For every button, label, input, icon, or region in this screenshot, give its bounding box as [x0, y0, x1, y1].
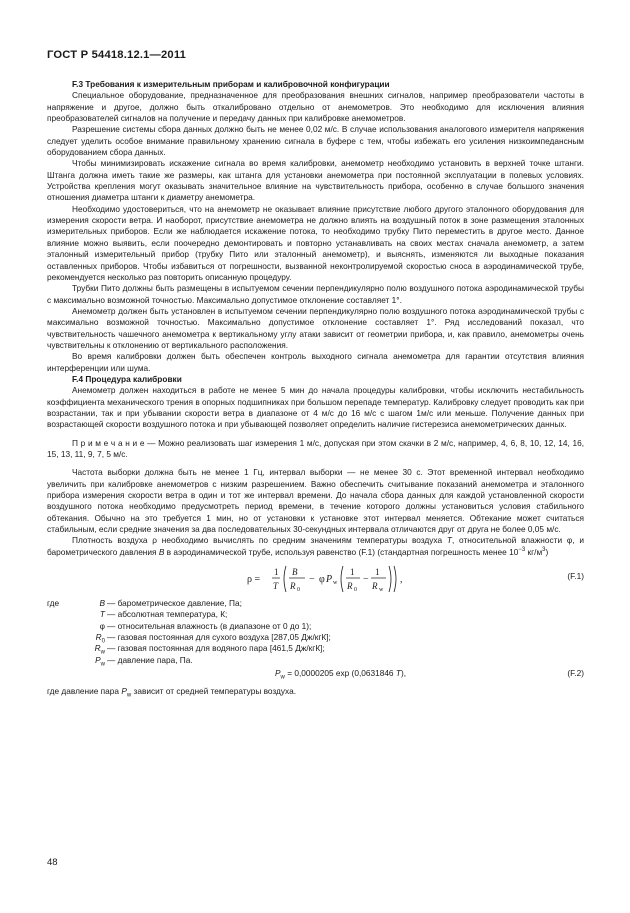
svg-text:−: −: [363, 574, 369, 586]
equation-number: (F.1): [567, 571, 584, 582]
closing-sentence: где давление пара $P_w$ зависит от средней температуры воздуха.: [47, 686, 297, 699]
paragraph: Анемометр должен находиться в работе не менее 5 мин до начала процедуры калибровки, чтобы исключить нестабильность коэффициента механического трения в опорных подшипниках при большом перепаде температур. Калибровку следует проводить как при возрастании, так и при убывании скорости ветра в диапазоне от 4 м/с до 16 м/с с шагом 1м/с или меньше. Получение данных при возрастающей скорости воздушного потока и при убывающей позволяет определить наличие гистерезиса анемометрических данных.: [47, 385, 584, 430]
definition-symbol: φ: [99, 620, 105, 631]
formula-f1: [247, 562, 507, 596]
svg-text:R: R: [372, 581, 378, 592]
definition-item: [47, 655, 584, 666]
definition-symbol: $P_w$: [95, 654, 105, 668]
paragraph: Частота выборки должна быть не менее 1 Гц, интервал выборки — не менее 30 с. Этот временной интервал необходимо увеличить при калибровке анемометров с низким разрешением. Важно обеспечить считывание показаний анемометра и эталонного прибора измерения скорости ветра в один и тот же интервал времени. До начала сбора данных для каждой установленной скорости воздушного потока необходимо предусмотреть период времени, в течение которого должны установиться условия стабильного обтекания. Обычно на это требуется 1 мин, но от установки к установке этот интервал меняется. Обтекание может считаться стабильным, если средние значения за два последовательных 30-секундных интервала отличаются друг от друга не более 0,05 м/с.: [47, 467, 584, 535]
svg-text:R: R: [347, 581, 353, 592]
definition-symbol: T: [99, 609, 105, 620]
definition-text: — газовая постоянная для водяного пара [461,5 Дж/кгК];: [107, 643, 325, 654]
definition-symbol: B: [99, 598, 105, 609]
paragraph: Специальное оборудование, предназначенное для преобразования внешних сигналов, например преобразователи частоты в напряжение и другое, должно быть откалибровано отдельно от анемометров. Это необходимо для исключения влияния преобразователей сигналов на получение и передачу данных при калибровке анемометров.: [47, 90, 584, 124]
paragraph: Чтобы минимизировать искажение сигнала во время калибровки, анемометр необходимо установить в верхней точке штанги. Штанга должна иметь такие же размеры, как штанга для установки анемометра при постоянной эксплуатации в полевых условиях. Устройства крепления могут оказывать значительное влияние на чувствительность прибора, особенно в случае большого значения отношения диаметра штанги к диаметру анемометра.: [47, 158, 584, 203]
note-text: — Можно реализовать шаг измерения 1 м/с, допуская при этом скачки в 2 м/с, например, 4, 6, 8, 10, 12, 14, 16, 15, 13, 11, 9, 7, 5 м/с.: [47, 437, 584, 459]
equation-number: (F.2): [567, 668, 584, 679]
paragraph: Трубки Пито должны быть размещены в испытуемом сечении перпендикулярно полю воздушного потока аэродинамической трубы с максимально возможной точностью. Максимально допустимое отклонение составляет 1°.: [47, 283, 584, 305]
svg-text:0: 0: [297, 587, 300, 594]
definitions-list: [47, 598, 584, 666]
definition-item: [47, 643, 584, 657]
paragraph: Необходимо удостовериться, что на анемометр не оказывает влияние присутствие любого другого эталонного оборудования для измерения скорости ветра. И наоборот, присутствие анемометра не должно влиять на воздушный поток в зоне размещения эталонных измерительных приборов. Если же наблюдается искажение потока, то необходимо трубку Пито переместить в другое место. Данное влияние можно выявить, если поочередно демонтировать и повторно устанавливать на своих местах сначала анемометр, а затем эталонный измерительный прибор (трубку Пито или эталонный анемометр), и выяснять, изменяются ли выходные показания оставленных приборов. Чтобы избавиться от погрешности, вызванной неконтролируемой скоростью сноса в аэродинамической трубе, рекомендуется несколько раз повторить описанную процедуру.: [47, 203, 584, 282]
page-number: 48: [47, 857, 58, 868]
svg-text:0: 0: [354, 587, 357, 594]
document-body: [47, 79, 584, 698]
svg-text:φ: φ: [319, 574, 325, 586]
formula-f1-row: [47, 558, 584, 598]
section-title-f3: F.3 Требования к измерительным приборам и калибровочной конфигурации: [72, 79, 390, 89]
paragraph: Во время калибровки должен быть обеспечен контроль выходного сигнала анемометра для гарантии отсутствия влияния интерференции или шума.: [47, 351, 584, 373]
definition-symbol: $R_w$: [94, 643, 105, 657]
svg-text:R: R: [290, 581, 296, 592]
note: [47, 438, 584, 461]
svg-text:1: 1: [350, 567, 355, 578]
note-label: П р и м е ч а н и е: [72, 437, 145, 448]
svg-text:1: 1: [375, 567, 380, 578]
formula-f2: $P_w = 0,0000205$ exp (0,0631846 T),: [275, 668, 407, 681]
svg-text:w: w: [379, 587, 384, 594]
definition-item: [47, 632, 584, 643]
definition-text: — относительная влажность (в диапазоне от 0 до 1);: [107, 620, 312, 631]
svg-text:w: w: [333, 580, 338, 587]
svg-text:ρ =: ρ =: [247, 574, 261, 586]
definition-item: [47, 621, 584, 632]
svg-text:−: −: [309, 574, 315, 586]
standard-header: ГОСТ Р 54418.12.1—2011: [47, 49, 187, 61]
definition-item: [47, 598, 584, 609]
paragraph-density: Плотность воздуха ρ необходимо вычислять по средним значениям температуры воздуха T, относительной влажности φ, и барометрического давления B в аэродинамической трубе, используя равенство (F.1) (стандартная погрешность менее $10^{-3}$ $кг/м^3$): [47, 535, 584, 557]
paragraph: Анемометр должен быть установлен в испытуемом сечении перпендикулярно полю воздушного потока аэродинамической трубы с максимально возможной точностью. Максимально допустимое отклонение составляет 1°. Ряд исследований показал, что чувствительность чашечного анемометра к вертикальному углу атаки зависит от геометрии прибора, и, как правило, анемометры очень чувствительны к отклонению от вертикального расположения.: [47, 305, 584, 350]
svg-text:P: P: [326, 574, 333, 586]
paragraph: Разрешение системы сбора данных должно быть не менее 0,02 м/с. В случае использования аналогового измерителя напряжения следует уделить особое внимание правильному хранению сигнала в буфере с тем, чтобы избежать его усиления низкоимпедансным оборудованием сбора данных.: [47, 124, 584, 158]
definitions-lead: где: [47, 598, 60, 609]
section-title-f4: F.4 Процедура калибровки: [72, 373, 182, 384]
definition-text: — барометрическое давление, Па;: [107, 598, 242, 609]
svg-text:,: ,: [400, 574, 403, 586]
definition-text: — газовая постоянная для сухого воздуха [287,05 Дж/кгК];: [107, 632, 331, 643]
definition-text: — давление пара, Па.: [107, 654, 193, 665]
svg-text:B: B: [292, 567, 298, 578]
definition-text: — абсолютная температура, К;: [107, 609, 228, 620]
svg-text:1: 1: [274, 567, 279, 578]
definition-symbol: $R_0$: [95, 632, 105, 645]
definition-item: [47, 609, 584, 620]
svg-text:T: T: [273, 581, 279, 592]
formula-f2-row: [47, 666, 584, 682]
